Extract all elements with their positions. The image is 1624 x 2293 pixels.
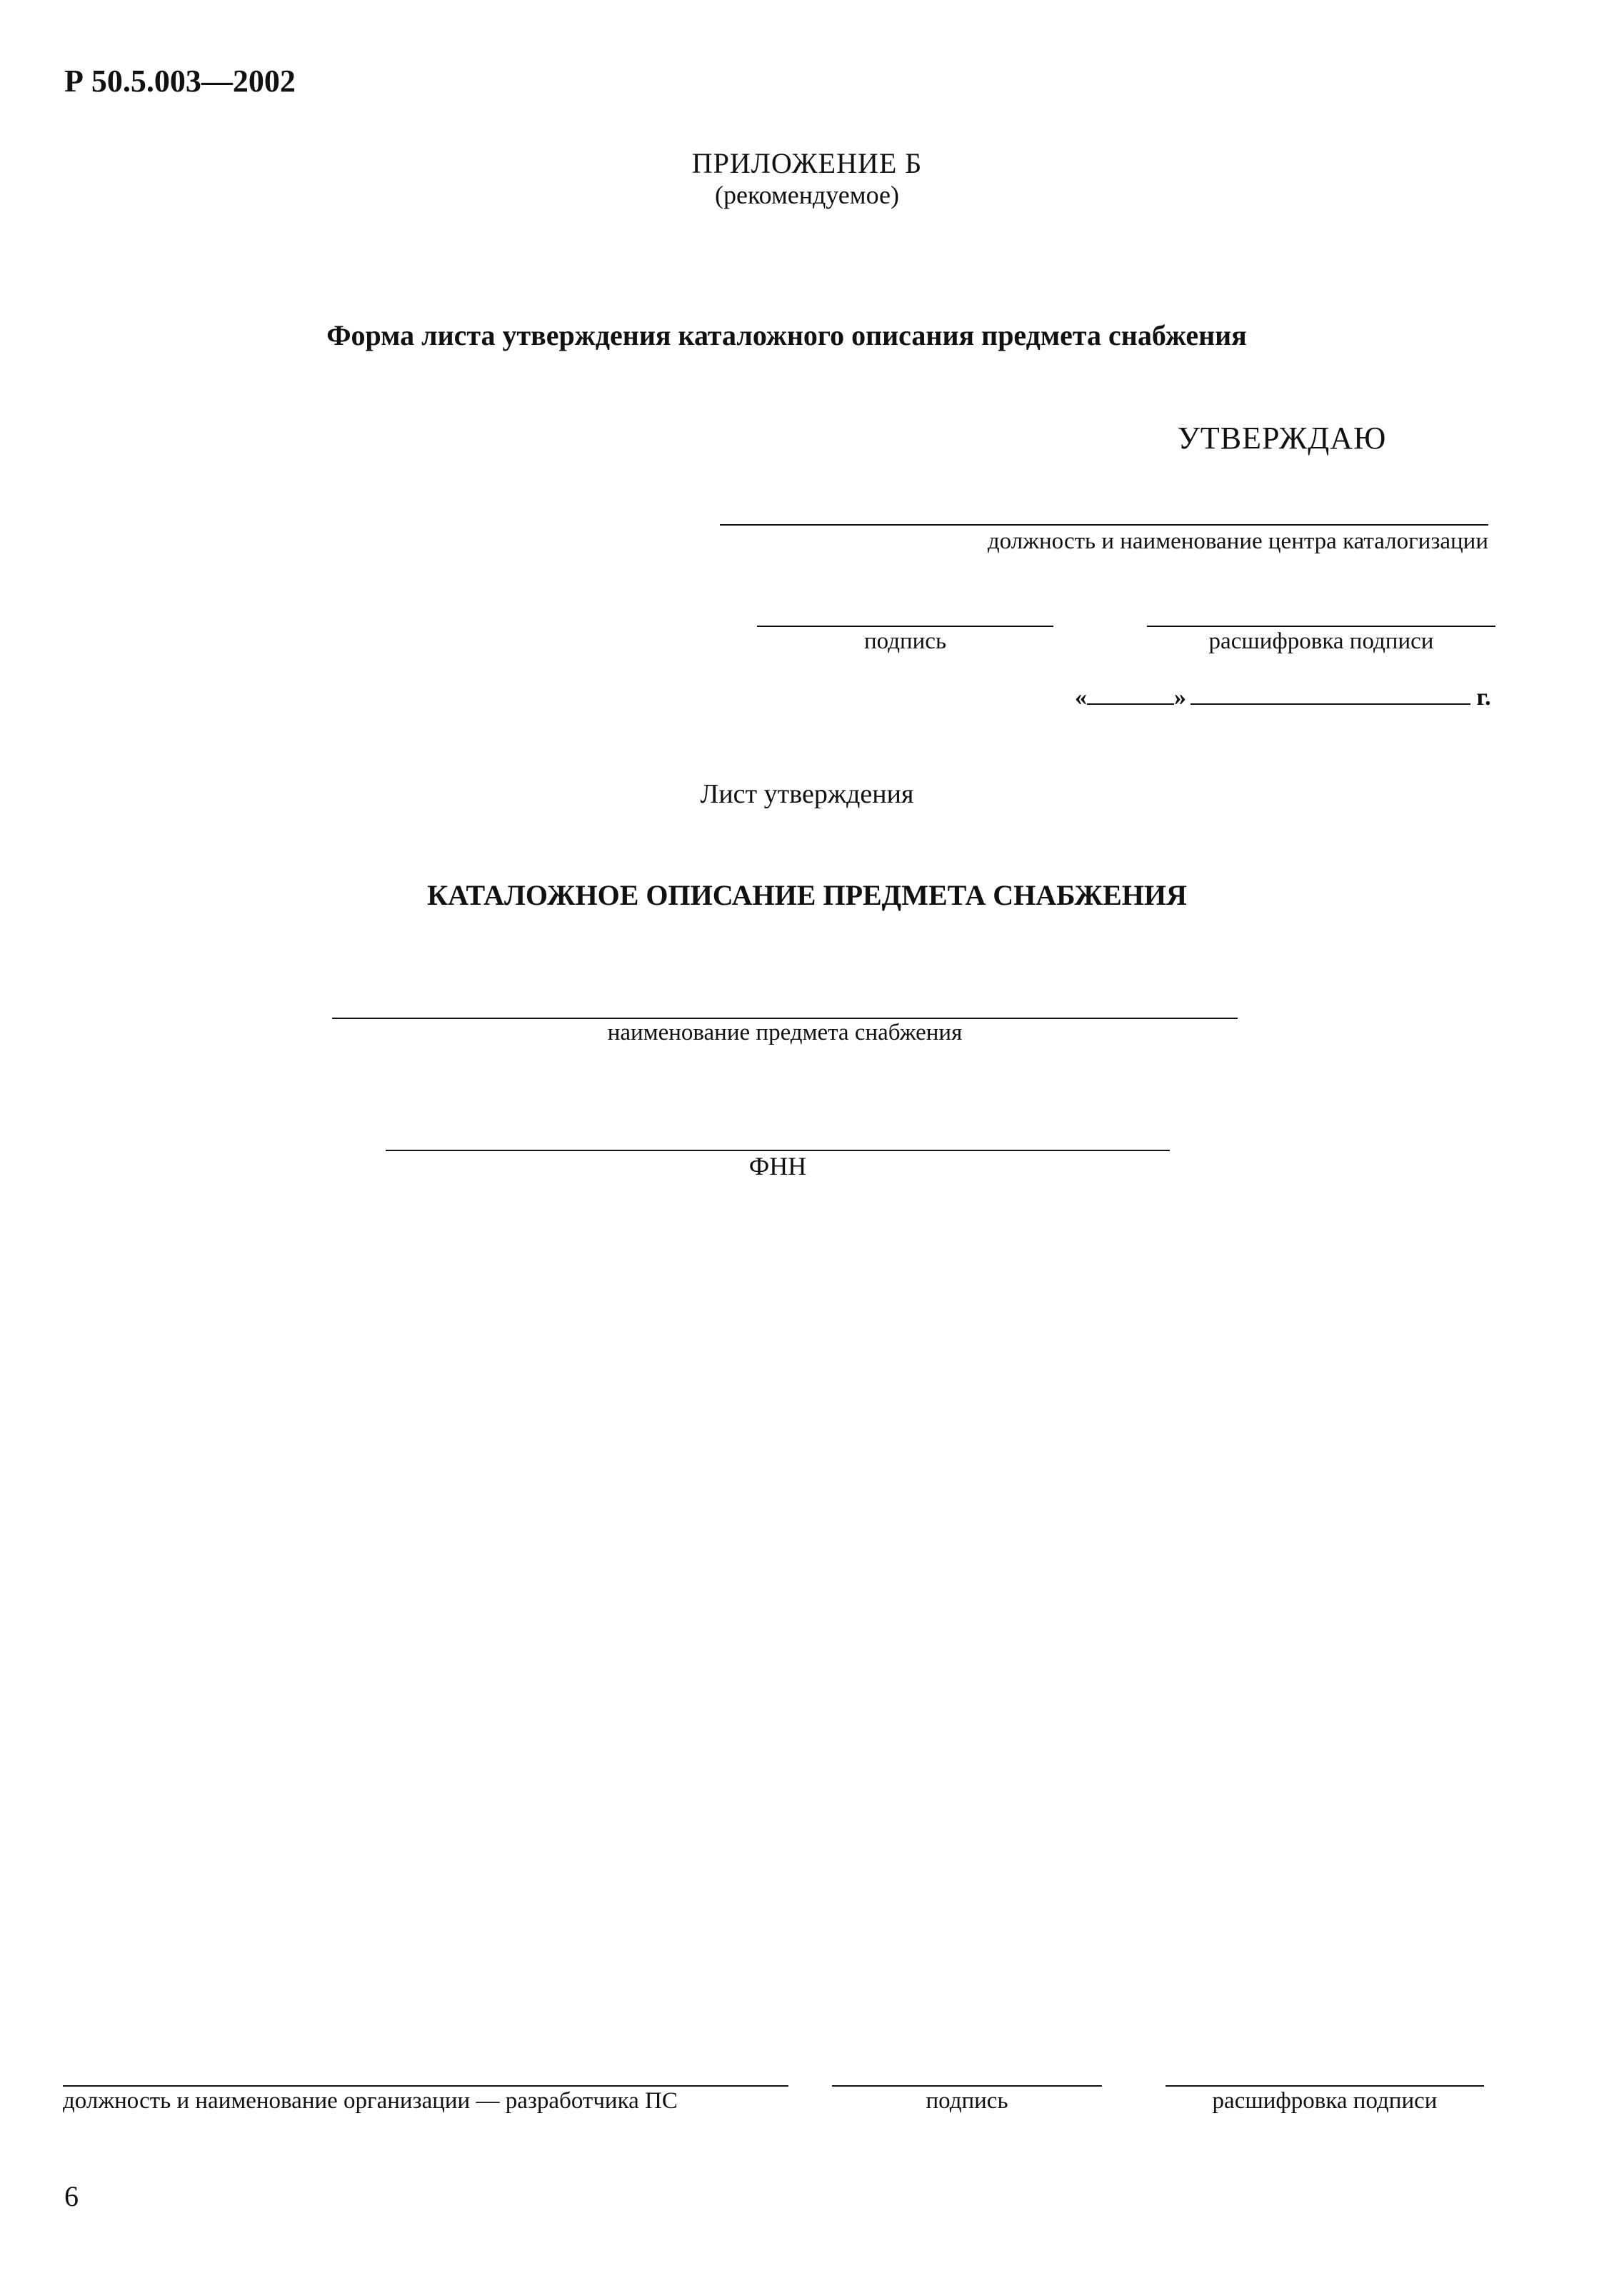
developer-signature-blank-line[interactable] [832, 2085, 1102, 2087]
position-caption: должность и наименование центра каталогизации [987, 528, 1488, 554]
developer-signature-decode-caption: расшифровка подписи [1212, 2088, 1438, 2114]
sheet-label: Лист утверждения [700, 779, 914, 809]
page-number: 6 [64, 2180, 79, 2212]
appendix-subtitle: (рекомендуемое) [715, 181, 899, 209]
date-year-suffix: г. [1476, 684, 1491, 711]
item-name-blank-line[interactable] [332, 1018, 1238, 1019]
developer-signature-caption: подпись [926, 2088, 1008, 2114]
catalog-title: КАТАЛОЖНОЕ ОПИСАНИЕ ПРЕДМЕТА СНАБЖЕНИЯ [427, 879, 1187, 911]
position-blank-line[interactable] [720, 524, 1488, 526]
form-title: Форма листа утверждения каталожного описания предмета снабжения [326, 319, 1247, 351]
date-day-blank[interactable] [1087, 682, 1174, 705]
standard-code: Р 50.5.003—2002 [64, 64, 296, 99]
signature-decode-blank-line[interactable] [1147, 626, 1495, 627]
developer-position-caption: должность и наименование организации — разработчика ПС [63, 2088, 678, 2114]
date-month-year-blank[interactable] [1191, 682, 1470, 705]
signature-caption: подпись [863, 628, 947, 654]
developer-position-blank-line[interactable] [63, 2085, 788, 2087]
item-name-caption: наименование предмета снабжения [607, 1020, 963, 1045]
developer-signature-decode-blank-line[interactable] [1166, 2085, 1484, 2087]
approval-date-row [1075, 682, 1491, 711]
date-close-quote: » [1174, 684, 1186, 711]
fnn-caption: ФНН [748, 1152, 807, 1180]
signature-decode-caption: расшифровка подписи [1208, 628, 1434, 654]
appendix-title: ПРИЛОЖЕНИЕ Б [691, 147, 923, 179]
signature-blank-line[interactable] [757, 626, 1053, 627]
approve-heading: УТВЕРЖДАЮ [1177, 421, 1387, 456]
date-open-quote: « [1075, 684, 1087, 711]
